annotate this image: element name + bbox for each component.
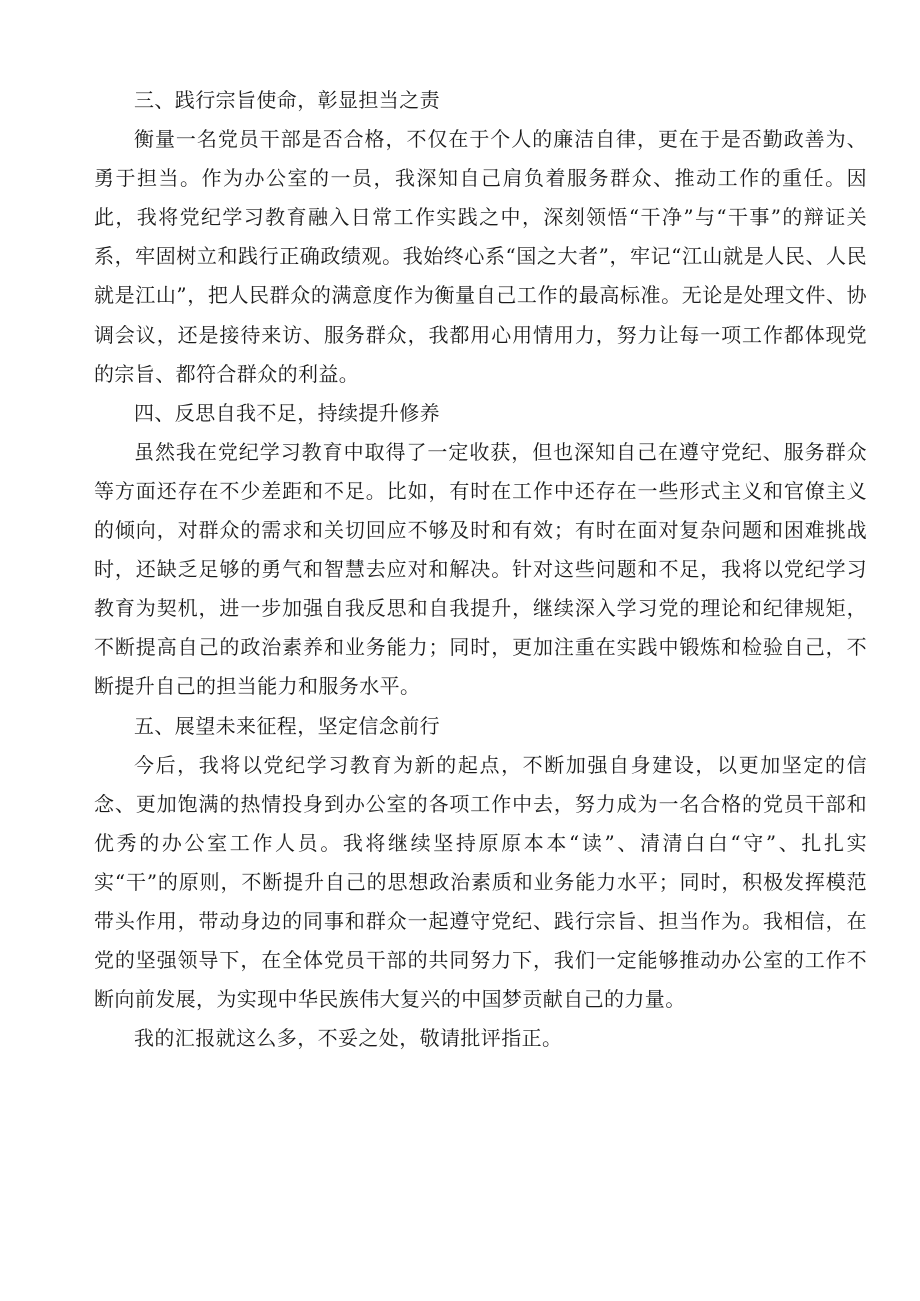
section-paragraph-4: 虽然我在党纪学习教育中取得了一定收获，但也深知自己在遵守党纪、服务群众等方面还存在不少差距和不足。比如，有时在工作中还存在一些形式主义和官僚主义的倾向，对群众的需求和关切回应不够及时和有效；有时在面对复杂问题和困难挑战时，还缺乏足够的勇气和智慧去应对和解决。针对这些问题和不足，我将以党纪学习教育为契机，进一步加强自我反思和自我提升，继续深入学习党的理论和纪律规矩，不断提高自己的政治素养和业务能力；同时，更加注重在实践中锻炼和检验自己，不断提升自己的担当能力和服务水平。 [94, 439, 867, 699]
section-paragraph-3: 衡量一名党员干部是否合格，不仅在于个人的廉洁自律，更在于是否勤政善为、勇于担当。作为办公室的一员，我深知自己肩负着服务群众、推动工作的重任。因此，我将党纪学习教育融入日常工作实践之中，深刻领悟“干净”与“干事”的辩证关系，牢固树立和践行正确政绩观。我始终心系“国之大者”，牢记“江山就是人民、人民就是江山”，把人民群众的满意度作为衡量自己工作的最高标准。无论是处理文件、协调会议，还是接待来访、服务群众，我都用心用情用力，努力让每一项工作都体现党的宗旨、都符合群众的利益。 [94, 127, 867, 386]
section-paragraph-5: 今后，我将以党纪学习教育为新的起点，不断加强自身建设，以更加坚定的信念、更加饱满的热情投身到办公室的各项工作中去，努力成为一名合格的党员干部和优秀的办公室工作人员。我将继续坚持原原本本“读”、清清白白“守”、扎扎实实“干”的原则，不断提升自己的思想政治素质和业务能力水平；同时，积极发挥模范带头作用，带动身边的同事和群众一起遵守党纪、践行宗旨、担当作为。我相信，在党的坚强领导下，在全体党员干部的共同努力下，我们一定能够推动办公室的工作不断向前发展，为实现中华民族伟大复兴的中国梦贡献自己的力量。 [94, 752, 867, 1012]
section-heading-5: 五、展望未来征程，坚定信念前行 [134, 713, 440, 738]
section-heading-4: 四、反思自我不足，持续提升修养 [134, 400, 440, 425]
closing-paragraph: 我的汇报就这么多，不妥之处，敬请批评指正。 [134, 1026, 563, 1051]
section-heading-3: 三、践行宗旨使命，彰显担当之责 [134, 88, 440, 112]
document-body [94, 81, 867, 1058]
